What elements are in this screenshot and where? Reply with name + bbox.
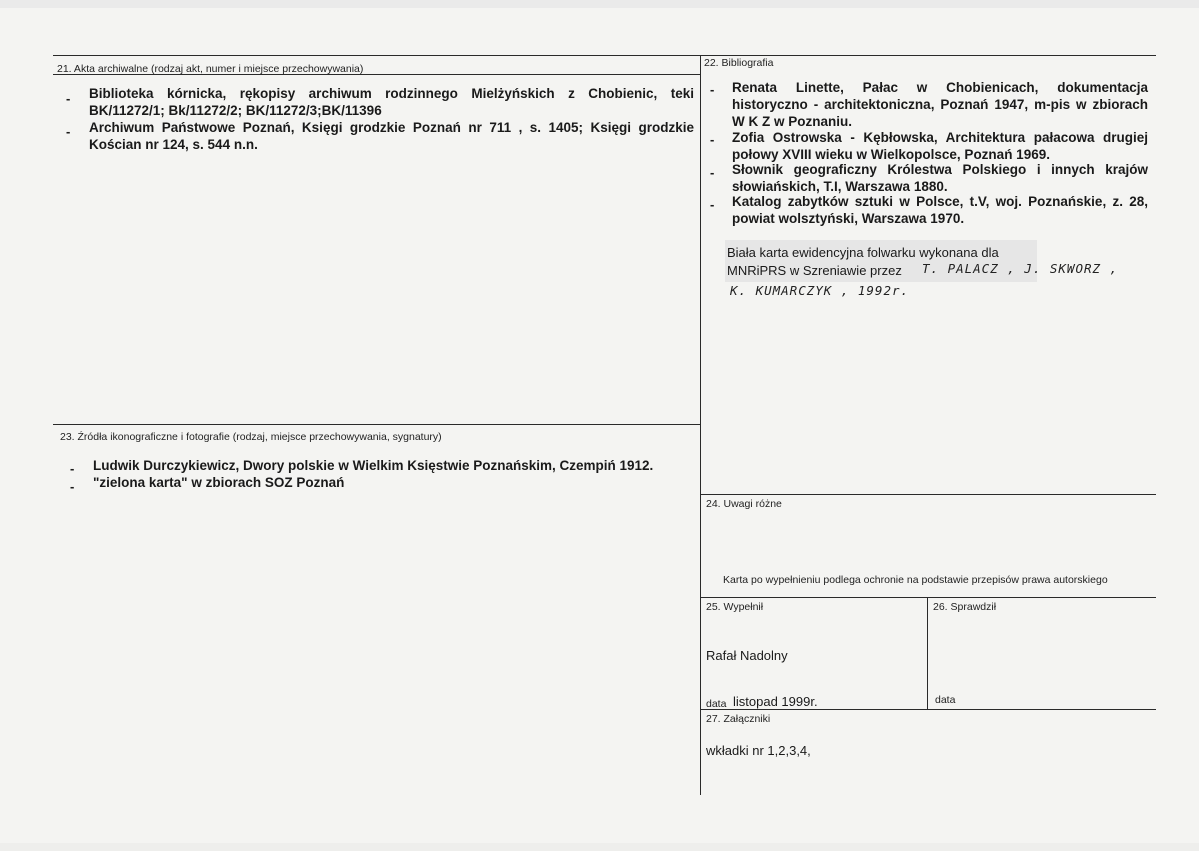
section26-date-label: data bbox=[935, 694, 956, 706]
section21-item1-dash: - bbox=[66, 91, 71, 106]
section23-title: 23. Źródła ikonograficzne i fotografie (rodzaj, miejsce przechowywania, sygnatury) bbox=[60, 431, 442, 443]
section25-title: 25. Wypełnił bbox=[706, 601, 764, 613]
handwritten-line1: T. PALACZ , J. SKWORZ , bbox=[922, 261, 1119, 276]
section22-item2-dash: - bbox=[710, 132, 715, 147]
rule-section24-top bbox=[700, 494, 1156, 495]
page-edge-top bbox=[0, 0, 1199, 8]
section21-item2-dash: - bbox=[66, 124, 71, 139]
section21-item1: Biblioteka kórnicka, rękopisy archiwum rodzinnego Mielżyńskich z Chobienic, teki BK/11272/1; Bk/11272/2; BK/11272/3;BK/11396 bbox=[89, 86, 694, 118]
handwritten-line2: K. KUMARCZYK , 1992r. bbox=[730, 283, 910, 298]
section22-item1: Renata Linette, Pałac w Chobienicach, dokumentacja historyczno - architektoniczna, Poznań 1947, m-pis w zbiorach W K Z w Poznaniu. bbox=[732, 80, 1148, 129]
rule-section23-top bbox=[53, 424, 700, 425]
note-line2: MNRiPRS w Szreniawie przez bbox=[727, 263, 902, 278]
section21-title: 21. Akta archiwalne (rodzaj akt, numer i miejsce przechowywania) bbox=[57, 63, 364, 75]
section24-title: 24. Uwagi różne bbox=[706, 498, 782, 510]
top-rule bbox=[53, 55, 1156, 56]
section25-date-value: listopad 1999r. bbox=[733, 694, 818, 709]
section21-item2: Archiwum Państwowe Poznań, Księgi grodzkie Poznań nr 711 , s. 1405; Księgi grodzkie Kościan nr 124, s. 544 n.n. bbox=[89, 120, 694, 152]
rule-section25-top bbox=[700, 597, 1156, 598]
center-divider bbox=[700, 55, 701, 795]
section22-item3-dash: - bbox=[710, 165, 715, 180]
rule-section27-top bbox=[700, 709, 1156, 710]
section22-title: 22. Bibliografia bbox=[704, 57, 774, 69]
page-edge-bottom bbox=[0, 843, 1199, 851]
divider-25-26 bbox=[927, 597, 928, 709]
section25-date-label: data bbox=[706, 698, 727, 710]
filled-by-name: Rafał Nadolny bbox=[706, 648, 788, 663]
section22-item3: Słownik geograficzny Królestwa Polskiego i innych krajów słowiańskich, T.I, Warszawa 1880. bbox=[732, 162, 1148, 194]
section23-item1: Ludwik Durczykiewicz, Dwory polskie w Wielkim Księstwie Poznańskim, Czempiń 1912. bbox=[93, 458, 654, 473]
section22-item1-dash: - bbox=[710, 82, 715, 97]
section22-item2: Zofia Ostrowska - Kębłowska, Architektura pałacowa drugiej połowy XVIII wieku w Wielkopolsce, Poznań 1969. bbox=[732, 130, 1148, 162]
copyright-note: Karta po wypełnieniu podlega ochronie na podstawie przepisów prawa autorskiego bbox=[723, 574, 1108, 586]
section26-title: 26. Sprawdził bbox=[933, 601, 997, 613]
note-line1: Biała karta ewidencyjna folwarku wykonana dla bbox=[727, 245, 999, 260]
section27-title: 27. Załączniki bbox=[706, 713, 771, 725]
section23-item1-dash: - bbox=[70, 461, 75, 476]
section23-item2-dash: - bbox=[70, 479, 75, 494]
section22-item4: Katalog zabytków sztuki w Polsce, t.V, woj. Poznańskie, z. 28, powiat wolsztyński, Warszawa 1970. bbox=[732, 194, 1148, 226]
attachments-value: wkładki nr 1,2,3,4, bbox=[706, 743, 811, 758]
section22-item4-dash: - bbox=[710, 197, 715, 212]
section23-item2: "zielona karta" w zbiorach SOZ Poznań bbox=[93, 475, 345, 490]
